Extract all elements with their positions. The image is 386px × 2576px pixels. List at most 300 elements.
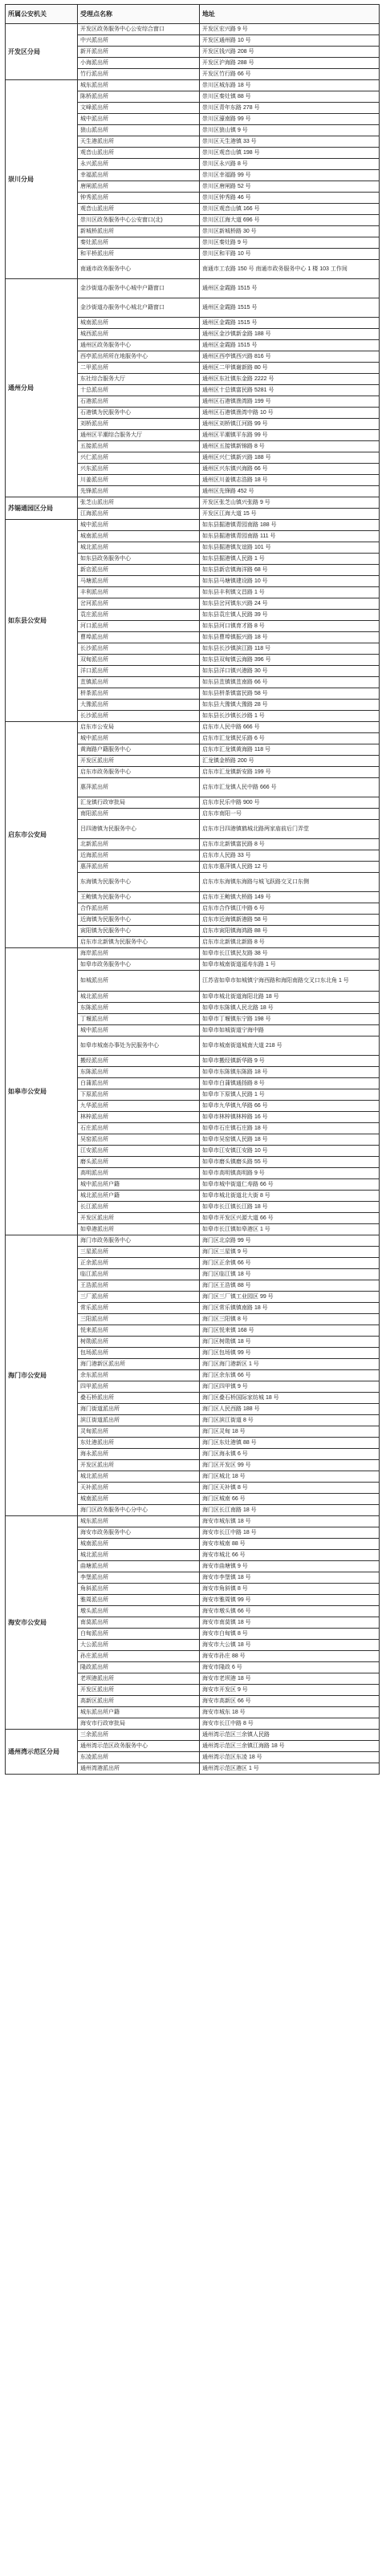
station-name-cell: 开发区派出所 <box>78 756 200 767</box>
station-name-cell: 新开派出所 <box>78 47 200 58</box>
address-cell: 如东县洋口镇兴港路 30 号 <box>200 666 380 677</box>
station-name-cell: 白甸派出所 <box>78 1629 200 1640</box>
station-name-cell: 开发区派出所 <box>78 1213 200 1224</box>
station-name-cell: 海安市政务服务中心 <box>78 1527 200 1539</box>
station-name-cell: 启东市政务服务中心 <box>78 767 200 778</box>
address-cell: 如东县新店镇海洋路 68 号 <box>200 565 380 576</box>
station-name-cell: 曹埠派出所 <box>78 632 200 643</box>
station-name-cell: 城北派出所 <box>78 1550 200 1561</box>
address-cell: 如东县大豫镇大豫路 28 号 <box>200 700 380 711</box>
address-cell: 海门区开发区 99 号 <box>200 1460 380 1471</box>
station-name-cell: 下原派出所 <box>78 1089 200 1101</box>
address-cell: 启东市合作镇江中路 6 号 <box>200 903 380 915</box>
station-name-cell: 包场派出所 <box>78 1348 200 1359</box>
address-cell: 南通市工农路 150 号 南通市政务服务中心 1 楼 103 工作间 <box>200 260 380 279</box>
station-name-cell: 城北派出所 <box>78 542 200 554</box>
station-name-cell: 灵甸派出所 <box>78 1426 200 1438</box>
address-cell: 如东县掘港镇友谊路 101 号 <box>200 542 380 554</box>
address-cell: 海安市老坝港 18 号 <box>200 1673 380 1685</box>
address-cell: 海门区海门港新区 1 号 <box>200 1359 380 1370</box>
station-name-cell: 长沙派出所 <box>78 643 200 655</box>
station-name-cell: 城中派出所 <box>78 520 200 531</box>
station-name-cell: 角斜派出所 <box>78 1584 200 1595</box>
station-name-cell: 吴窑派出所 <box>78 1134 200 1146</box>
address-cell: 如皋市长江镇民友路 38 号 <box>200 948 380 959</box>
address-cell: 海安市城东 18 号 <box>200 1707 380 1718</box>
address-cell: 如东县丰利镇文昌路 1 号 <box>200 587 380 598</box>
station-name-cell: 临江派出所 <box>78 1269 200 1280</box>
address-cell: 通州区五接镇新锦路 8 号 <box>200 441 380 452</box>
address-cell: 崇川区秦灶镇 88 号 <box>200 91 380 103</box>
station-name-cell: 开发区派出所 <box>78 1460 200 1471</box>
address-cell: 如东县马塘镇建设路 10 号 <box>200 576 380 587</box>
station-name-cell: 城南派出所 <box>78 1494 200 1505</box>
address-cell: 通州区金霞路 1515 号 <box>200 279 380 298</box>
station-name-cell: 刘桥派出所 <box>78 419 200 430</box>
address-cell: 通州区平潮镇平东路 99 号 <box>200 430 380 441</box>
address-cell: 海安市城南 88 号 <box>200 1539 380 1550</box>
address-cell: 崇川区城东路 18 号 <box>200 80 380 91</box>
address-cell: 启东市北新镇北新路 8 号 <box>200 937 380 948</box>
station-name-cell: 南通市政务服务中心 <box>78 260 200 279</box>
station-name-cell: 城南派出所 <box>78 1539 200 1550</box>
station-name-cell: 合作派出所 <box>78 903 200 915</box>
station-name-cell: 竹行派出所 <box>78 69 200 80</box>
station-name-cell: 马塘派出所 <box>78 576 200 587</box>
address-cell: 通州湾示范区东凌 18 号 <box>200 1752 380 1763</box>
address-cell: 如皋市城北街道北大街 8 号 <box>200 1191 380 1202</box>
station-name-cell: 岔河派出所 <box>78 598 200 610</box>
address-cell: 启东市汇龙镇人民中路 666 号 <box>200 778 380 797</box>
station-name-cell: 兴仁派出所 <box>78 452 200 464</box>
address-cell: 崇川区天生港镇 33 号 <box>200 136 380 148</box>
station-name-cell: 栟茶派出所 <box>78 688 200 700</box>
station-name-cell: 观音山派出所 <box>78 204 200 215</box>
station-name-cell: 海安市行政审批局 <box>78 1718 200 1730</box>
address-cell: 如皋市搬经镇新华路 9 号 <box>200 1056 380 1067</box>
station-name-cell: 开发区派出所 <box>78 1685 200 1696</box>
address-cell: 如皋市下原镇人民路 1 号 <box>200 1089 380 1101</box>
address-cell: 开发区江海大道 15 号 <box>200 509 380 520</box>
station-name-cell: 三星派出所 <box>78 1247 200 1258</box>
station-name-cell: 城中派出所 <box>78 1025 200 1036</box>
station-name-cell: 汇龙镇行政审批局 <box>78 797 200 809</box>
station-name-cell: 叠石桥派出所 <box>78 1393 200 1404</box>
address-cell: 启东市汇龙镇新安路 199 号 <box>200 767 380 778</box>
address-cell: 崇川区观音山镇 166 号 <box>200 204 380 215</box>
station-name-cell: 城北派出所户籍 <box>78 1191 200 1202</box>
station-name-cell: 滨江街道派出所 <box>78 1415 200 1426</box>
station-name-cell: 永兴派出所 <box>78 159 200 170</box>
station-name-cell: 秦灶派出所 <box>78 237 200 249</box>
station-name-cell: 海门区政务服务中心分中心 <box>78 1505 200 1516</box>
address-cell: 海门区包场镇 99 号 <box>200 1348 380 1359</box>
address-cell: 开发区通州路 10 号 <box>200 35 380 47</box>
station-name-cell: 袁庄派出所 <box>78 610 200 621</box>
address-cell: 启东市寅阳镇海鸿路 88 号 <box>200 926 380 937</box>
address-cell: 通州区十总镇富民路 5281 号 <box>200 385 380 396</box>
address-cell: 启东市人民中路 666 号 <box>200 722 380 733</box>
address-cell: 海门区人民西路 188 号 <box>200 1404 380 1415</box>
address-cell: 如皋市长江镇如皋港区 1 号 <box>200 1224 380 1235</box>
station-name-cell: 如城派出所 <box>78 971 200 992</box>
address-cell: 海安市曲塘镇 9 号 <box>200 1561 380 1572</box>
station-name-cell: 曲塘派出所 <box>78 1561 200 1572</box>
station-name-cell: 城南派出所 <box>78 318 200 329</box>
address-cell: 通州湾示范区港区 1 号 <box>200 1763 380 1775</box>
station-name-cell: 城东派出所 <box>78 1516 200 1527</box>
station-name-cell: 金沙街道办服务中心城中户籍窗口 <box>78 279 200 298</box>
address-cell: 如皋市东陈镇东陈路 18 号 <box>200 1067 380 1078</box>
address-cell: 海门区城南 66 号 <box>200 1494 380 1505</box>
bureau-cell: 海门市公安局 <box>6 1235 78 1516</box>
address-cell: 海门区悦来镇 168 号 <box>200 1325 380 1337</box>
address-cell: 开发区张芝山镇兴张路 9 号 <box>200 497 380 509</box>
bureau-cell: 崇川分局 <box>6 80 78 279</box>
address-cell: 通州区川姜镇志浩路 18 号 <box>200 475 380 486</box>
station-name-cell: 如皋市政务服务中心 <box>78 959 200 971</box>
address-cell: 如东县苴镇镇苴南路 66 号 <box>200 677 380 688</box>
bureau-cell: 通州分局 <box>6 279 78 497</box>
station-name-cell: 东灶港派出所 <box>78 1438 200 1449</box>
address-cell: 崇川区江海大道 696 号 <box>200 215 380 226</box>
station-name-cell: 长沙派出所 <box>78 711 200 722</box>
station-name-cell: 通州区平潮综合服务大厅 <box>78 430 200 441</box>
address-cell: 海门区长江南路 18 号 <box>200 1505 380 1516</box>
address-cell: 如东县岔河镇东兴路 24 号 <box>200 598 380 610</box>
table-row <box>6 1730 380 1741</box>
address-cell: 海安市城北 66 号 <box>200 1550 380 1561</box>
table-row <box>6 80 380 91</box>
station-name-cell: 启东市公安局 <box>78 722 200 733</box>
station-name-cell: 黄海路户籍服务中心 <box>78 744 200 756</box>
station-name-cell: 搬经派出所 <box>78 1056 200 1067</box>
station-name-cell: 双甸派出所 <box>78 655 200 666</box>
station-name-cell: 雅周派出所 <box>78 1595 200 1606</box>
station-name-cell: 先锋派出所 <box>78 486 200 497</box>
station-name-cell: 二甲派出所 <box>78 363 200 374</box>
station-name-cell: 陈桥派出所 <box>78 91 200 103</box>
address-cell: 通州区东社镇东金路 2222 号 <box>200 374 380 385</box>
station-name-cell: 小海派出所 <box>78 58 200 69</box>
station-name-cell: 海门港新区派出所 <box>78 1359 200 1370</box>
address-cell: 如皋市九华镇九华路 66 号 <box>200 1101 380 1112</box>
station-name-cell: 城北派出所 <box>78 1471 200 1483</box>
station-name-cell: 丁堰派出所 <box>78 1014 200 1025</box>
station-name-cell: 如皋港派出所 <box>78 1224 200 1235</box>
address-cell: 海门区天补镇 8 号 <box>200 1483 380 1494</box>
address-cell: 开发区竹行路 66 号 <box>200 69 380 80</box>
station-name-cell: 东陈派出所 <box>78 1067 200 1078</box>
address-cell: 如东县双甸镇云海路 396 号 <box>200 655 380 666</box>
station-name-cell: 树勋派出所 <box>78 1337 200 1348</box>
address-cell: 启东市惠萍镇人民路 12 号 <box>200 862 380 873</box>
address-cell: 启东市王鲍镇大桥路 149 号 <box>200 892 380 903</box>
station-name-cell: 隆政派出所 <box>78 1662 200 1673</box>
address-cell: 海安市孙庄 88 号 <box>200 1651 380 1662</box>
station-name-cell: 高明派出所 <box>78 1168 200 1179</box>
address-cell: 海安市隆政 6 号 <box>200 1662 380 1673</box>
table-row <box>6 497 380 509</box>
station-name-cell: 磨头派出所 <box>78 1157 200 1168</box>
station-name-cell: 近海镇为民服务中心 <box>78 915 200 926</box>
station-name-cell: 城西派出所 <box>78 329 200 340</box>
station-name-cell: 狼山派出所 <box>78 125 200 136</box>
address-cell: 海安市高新区 66 号 <box>200 1696 380 1707</box>
address-cell: 如东县掘港镇人民路 1 号 <box>200 554 380 565</box>
address-cell: 如皋市城南街道福寿东路 1 号 <box>200 959 380 971</box>
address-cell: 如东县曹埠镇振兴路 18 号 <box>200 632 380 643</box>
table-row <box>6 1516 380 1527</box>
station-name-cell: 海永派出所 <box>78 1449 200 1460</box>
station-name-cell: 北新派出所 <box>78 839 200 850</box>
station-name-cell: 文峰派出所 <box>78 103 200 114</box>
station-name-cell: 城东派出所户籍 <box>78 1707 200 1718</box>
address-cell: 崇川区观音山镇 198 号 <box>200 148 380 159</box>
table-row <box>6 948 380 959</box>
address-cell: 启东市南阳一号 <box>200 809 380 820</box>
station-name-cell: 钟秀派出所 <box>78 193 200 204</box>
address-cell: 崇川区钟秀路 46 号 <box>200 193 380 204</box>
station-name-cell: 启东市北新镇为民服务中心 <box>78 937 200 948</box>
station-name-cell: 林梓派出所 <box>78 1112 200 1123</box>
station-name-cell: 高新区派出所 <box>78 1696 200 1707</box>
address-cell: 通州区金霞路 1515 号 <box>200 340 380 351</box>
address-cell: 如皋市城南街道城南大道 218 号 <box>200 1036 380 1056</box>
station-name-cell: 城中派出所 <box>78 114 200 125</box>
table-body <box>6 24 380 1775</box>
station-name-cell: 海门街道派出所 <box>78 1404 200 1415</box>
address-cell: 海安市长江中路 8 号 <box>200 1718 380 1730</box>
address-cell: 如东县袁庄镇人民路 39 号 <box>200 610 380 621</box>
station-name-cell: 天生港派出所 <box>78 136 200 148</box>
address-cell: 开发区宏兴路 9 号 <box>200 24 380 35</box>
station-name-cell: 李堡派出所 <box>78 1572 200 1584</box>
address-cell: 海门区树勋镇 18 号 <box>200 1337 380 1348</box>
station-name-cell: 石港镇为民服务中心 <box>78 408 200 419</box>
address-cell: 崇川区秦灶路 9 号 <box>200 237 380 249</box>
table-row <box>6 520 380 531</box>
address-cell: 如皋市吴窑镇人民路 18 号 <box>200 1134 380 1146</box>
address-cell: 崇川区永兴路 8 号 <box>200 159 380 170</box>
table-row <box>6 24 380 35</box>
address-cell: 如东县掘港镇青园南路 188 号 <box>200 520 380 531</box>
address-cell: 海门区城北 18 号 <box>200 1471 380 1483</box>
station-name-cell: 新城桥派出所 <box>78 226 200 237</box>
address-cell: 海安市城东镇 18 号 <box>200 1516 380 1527</box>
station-name-cell: 大公派出所 <box>78 1640 200 1651</box>
address-cell: 如皋市石庄镇石庄路 18 号 <box>200 1123 380 1134</box>
address-cell: 海门区四甲镇 9 号 <box>200 1381 380 1393</box>
station-name-cell: 新店派出所 <box>78 565 200 576</box>
address-cell: 海安市长江中路 18 号 <box>200 1527 380 1539</box>
address-cell: 海门区余东镇 66 号 <box>200 1370 380 1381</box>
address-cell: 汇龙镇金桥路 200 号 <box>200 756 380 767</box>
station-name-cell: 如皋市城南办事处为民服务中心 <box>78 1036 200 1056</box>
address-cell: 海门区北京路 99 号 <box>200 1235 380 1247</box>
address-cell: 海门区正余镇 66 号 <box>200 1258 380 1269</box>
station-name-cell: 江海派出所 <box>78 509 200 520</box>
station-name-cell: 东海镇为民服务中心 <box>78 873 200 892</box>
address-cell: 海安市李堡镇 18 号 <box>200 1572 380 1584</box>
address-cell: 如皋市城北街道海阳北路 18 号 <box>200 992 380 1003</box>
station-name-cell: 四甲派出所 <box>78 1381 200 1393</box>
address-cell: 崇川区和平路 10 号 <box>200 249 380 260</box>
station-name-cell: 南莫派出所 <box>78 1617 200 1629</box>
address-cell: 海门区王浩镇 88 号 <box>200 1280 380 1292</box>
station-name-cell: 天补派出所 <box>78 1483 200 1494</box>
station-name-cell: 王浩派出所 <box>78 1280 200 1292</box>
station-name-cell: 兴东派出所 <box>78 464 200 475</box>
station-name-cell: 城东派出所 <box>78 80 200 91</box>
address-cell: 海安市大公镇 18 号 <box>200 1640 380 1651</box>
bureau-cell: 如皋市公安局 <box>6 948 78 1235</box>
address-cell: 启东市汇龙镇民乐路 6 号 <box>200 733 380 744</box>
station-name-cell: 东社综合服务大厅 <box>78 374 200 385</box>
station-name-cell: 十总派出所 <box>78 385 200 396</box>
station-name-cell: 苴镇派出所 <box>78 677 200 688</box>
address-cell: 通州区石港镇渔湾中路 10 号 <box>200 408 380 419</box>
station-name-cell: 悦来派出所 <box>78 1325 200 1337</box>
address-cell: 如东县掘港镇青园南路 111 号 <box>200 531 380 542</box>
table-header-row <box>6 5 380 24</box>
address-cell: 如皋市江安镇江安路 10 号 <box>200 1146 380 1157</box>
station-name-cell: 东陈派出所 <box>78 1003 200 1014</box>
table-row <box>6 1235 380 1247</box>
address-cell: 通州区石港镇渔湾路 199 号 <box>200 396 380 408</box>
address-cell: 如皋市东陈镇人民北路 18 号 <box>200 1003 380 1014</box>
station-name-cell: 张芝山派出所 <box>78 497 200 509</box>
address-cell: 崇川区新城桥路 30 号 <box>200 226 380 237</box>
address-cell: 海安市墩头镇 66 号 <box>200 1606 380 1617</box>
station-name-cell: 大豫派出所 <box>78 700 200 711</box>
address-cell: 海门区常乐镇镇南路 18 号 <box>200 1303 380 1314</box>
address-cell: 如皋市磨头镇磨头路 55 号 <box>200 1157 380 1168</box>
station-name-cell: 中兴派出所 <box>78 35 200 47</box>
address-cell: 海门区三星镇 9 号 <box>200 1247 380 1258</box>
station-name-cell: 通州湾港派出所 <box>78 1763 200 1775</box>
station-name-cell: 三厂派出所 <box>78 1292 200 1303</box>
station-name-cell: 三余派出所 <box>78 1730 200 1741</box>
station-name-cell: 惠萍派出所 <box>78 778 200 797</box>
address-cell: 如皋市白蒲镇通扬路 8 号 <box>200 1078 380 1089</box>
station-name-cell: 长江派出所 <box>78 1202 200 1213</box>
address-cell: 通州区金沙镇新金路 188 号 <box>200 329 380 340</box>
station-name-cell: 通州区政务服务中心 <box>78 340 200 351</box>
address-cell: 海安市雅周镇 99 号 <box>200 1595 380 1606</box>
address-cell: 通州区西亭镇西兴路 816 号 <box>200 351 380 363</box>
address-cell: 通州区二甲镇谢新路 80 号 <box>200 363 380 374</box>
address-cell: 海门区东灶港镇 88 号 <box>200 1438 380 1449</box>
station-name-cell: 幸福派出所 <box>78 170 200 181</box>
address-cell: 海门区灵甸 18 号 <box>200 1426 380 1438</box>
station-name-cell: 余东派出所 <box>78 1370 200 1381</box>
station-name-cell: 金沙街道办服务中心城北户籍窗口 <box>78 298 200 318</box>
address-cell: 崇川区濠南路 99 号 <box>200 114 380 125</box>
address-cell: 如东县长沙镇滨江路 118 号 <box>200 643 380 655</box>
header-station: 受理点名称 <box>78 5 200 24</box>
address-cell: 启东市北新镇富民路 8 号 <box>200 839 380 850</box>
station-name-cell: 海岸派出所 <box>78 948 200 959</box>
station-name-cell: 惠萍派出所 <box>78 862 200 873</box>
address-cell: 通州湾示范区三余镇人民路 <box>200 1730 380 1741</box>
address-cell: 通州区金霞路 1515 号 <box>200 298 380 318</box>
bureau-cell: 如东县公安局 <box>6 520 78 722</box>
station-name-cell: 西亭派出所所在地服务中心 <box>78 351 200 363</box>
station-name-cell: 丰利派出所 <box>78 587 200 598</box>
station-name-cell: 常乐派出所 <box>78 1303 200 1314</box>
station-name-cell: 城南派出所 <box>78 531 200 542</box>
station-name-cell: 正余派出所 <box>78 1258 200 1269</box>
address-cell: 如皋市长江镇长江路 18 号 <box>200 1202 380 1213</box>
address-cell: 启东市民乐中路 900 号 <box>200 797 380 809</box>
address-cell: 启东市汇龙镇黄海路 118 号 <box>200 744 380 756</box>
address-cell: 启东市近海镇新港路 58 号 <box>200 915 380 926</box>
station-name-cell: 白蒲派出所 <box>78 1078 200 1089</box>
header-address: 地址 <box>200 5 380 24</box>
station-name-cell: 三阳派出所 <box>78 1314 200 1325</box>
address-cell: 启东市人民路 33 号 <box>200 850 380 862</box>
address-cell: 崇川区狼山镇 9 号 <box>200 125 380 136</box>
address-cell: 如皋市林梓镇林梓路 16 号 <box>200 1112 380 1123</box>
address-cell: 如东县长沙镇长沙路 1 号 <box>200 711 380 722</box>
station-name-cell: 寅阳镇为民服务中心 <box>78 926 200 937</box>
station-name-cell: 王鲍镇为民服务中心 <box>78 892 200 903</box>
address-cell: 如皋市城中街道仁寿路 66 号 <box>200 1179 380 1191</box>
address-cell: 海安市开发区 9 号 <box>200 1685 380 1696</box>
station-name-cell: 观音山派出所 <box>78 148 200 159</box>
station-name-cell: 江安派出所 <box>78 1146 200 1157</box>
station-name-cell: 九华派出所 <box>78 1101 200 1112</box>
address-cell: 江苏省如皋市如城镇宁海西路和海阳南路交叉口东北角 1 号 <box>200 971 380 992</box>
address-cell: 海门区叠石桥国际家纺城 18 号 <box>200 1393 380 1404</box>
station-name-cell: 通州湾示范区政务服务中心 <box>78 1741 200 1752</box>
address-cell: 海门区三阳镇 8 号 <box>200 1314 380 1325</box>
station-name-cell: 城北派出所 <box>78 992 200 1003</box>
address-cell: 启东市吕四港镇鹤城北路两家庙前后门弄堂 <box>200 820 380 839</box>
address-cell: 海安市白甸镇 8 号 <box>200 1629 380 1640</box>
address-cell: 崇川区幸福路 99 号 <box>200 170 380 181</box>
address-cell: 通州湾示范区三余镇江海路 18 号 <box>200 1741 380 1752</box>
station-name-cell: 河口派出所 <box>78 621 200 632</box>
address-cell: 崇川区唐闸路 52 号 <box>200 181 380 193</box>
address-cell: 海门区滨江街道 8 号 <box>200 1415 380 1426</box>
address-cell: 如东县河口镇育才路 8 号 <box>200 621 380 632</box>
address-cell: 海门区海永镇 6 号 <box>200 1449 380 1460</box>
bureau-cell: 通州湾示范区分局 <box>6 1730 78 1775</box>
address-cell: 海安市南莫镇 18 号 <box>200 1617 380 1629</box>
header-bureau: 所属公安机关 <box>6 5 78 24</box>
station-name-cell: 五接派出所 <box>78 441 200 452</box>
station-table <box>5 4 380 1775</box>
station-name-cell: 石庄派出所 <box>78 1123 200 1134</box>
address-cell: 开发区沪海路 288 号 <box>200 58 380 69</box>
station-name-cell: 老坝港派出所 <box>78 1673 200 1685</box>
station-name-cell: 唐闸派出所 <box>78 181 200 193</box>
address-cell: 海安市角斜镇 8 号 <box>200 1584 380 1595</box>
station-name-cell: 川姜派出所 <box>78 475 200 486</box>
station-name-cell: 近海派出所 <box>78 850 200 862</box>
address-cell: 如皋市高明镇高明路 9 号 <box>200 1168 380 1179</box>
station-name-cell: 墩头派出所 <box>78 1606 200 1617</box>
address-cell: 如东县栟茶镇富民路 58 号 <box>200 688 380 700</box>
address-cell: 启东市东海镇东海路与城飞跃路交叉口东侧 <box>200 873 380 892</box>
station-name-cell: 南阳派出所 <box>78 809 200 820</box>
address-cell: 开发区钱兴路 208 号 <box>200 47 380 58</box>
station-name-cell: 孙庄派出所 <box>78 1651 200 1662</box>
bureau-cell: 开发区分局 <box>6 24 78 80</box>
station-table-sheet <box>5 4 379 1775</box>
